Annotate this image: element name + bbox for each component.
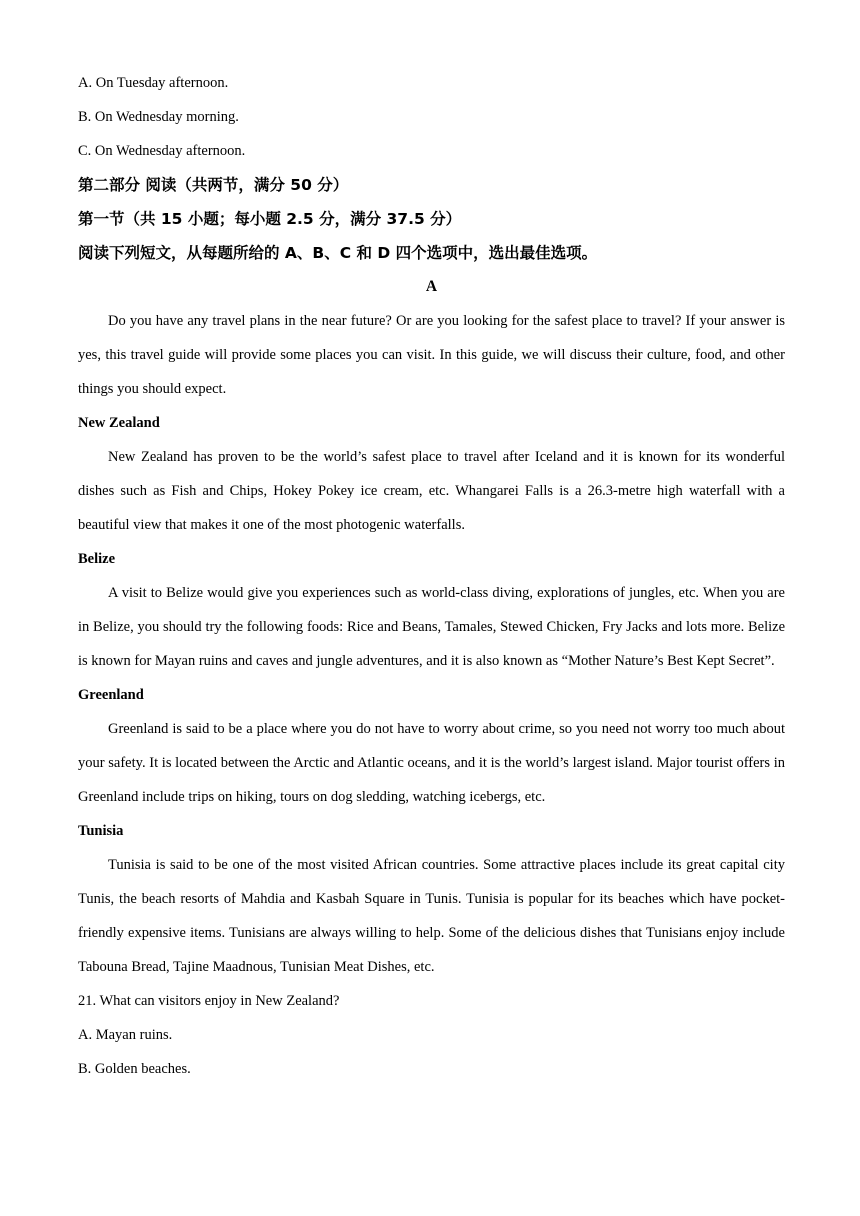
place-text-greenland: Greenland is said to be a place where you do not have to worry about crime, so you need not worry too much about your safety. It is located between the Arctic and Atlantic oceans, and it is the world’s largest island. Major tourist offers in Greenland include trips on hiking, tours on dog sledding, watching icebergs, etc. bbox=[78, 721, 785, 805]
place-heading-greenland: Greenland bbox=[78, 687, 144, 703]
document-page bbox=[78, 66, 785, 1086]
passage-label: A bbox=[425, 278, 438, 295]
place-heading-tunisia: Tunisia bbox=[78, 823, 124, 839]
passage-intro: Do you have any travel plans in the near future? Or are you looking for the safest place to travel? If your answer is yes, this travel guide will provide some places you can visit. In this guide, we will discuss their culture, food, and other things you should expect. bbox=[78, 313, 785, 397]
prev-option-c: C. On Wednesday afternoon. bbox=[78, 143, 246, 159]
place-heading-belize: Belize bbox=[78, 551, 116, 567]
question-stem: 21. What can visitors enjoy in New Zealand? bbox=[78, 993, 340, 1009]
prev-option-b: B. On Wednesday morning. bbox=[78, 109, 239, 125]
question-option-b: B. Golden beaches. bbox=[78, 1061, 191, 1077]
prev-option-a: A. On Tuesday afternoon. bbox=[78, 75, 229, 91]
place-text-new-zealand: New Zealand has proven to be the world’s safest place to travel after Iceland and it is known for its wonderful dishes such as Fish and Chips, Hokey Pokey ice cream, etc. Whangarei Falls is a 26.3-metre high waterfall with a beautiful view that makes it one of the most photogenic waterfalls. bbox=[78, 449, 785, 533]
place-text-tunisia: Tunisia is said to be one of the most visited African countries. Some attractive places include its great capital city Tunis, the beach resorts of Mahdia and Kasbah Square in Tunis. Tunisia is popular for its beaches which have pocket-friendly expensive items. Tunisians are always willing to help. Some of the delicious dishes that Tunisians enjoy include Tabouna Bread, Tajine Maadnous, Tunisian Meat Dishes, etc. bbox=[78, 857, 785, 975]
place-heading-new-zealand: New Zealand bbox=[78, 415, 160, 431]
place-text-belize: A visit to Belize would give you experiences such as world-class diving, explorations of jungles, etc. When you are in Belize, you should try the following foods: Rice and Beans, Tamales, Stewed Chicken, Fry Jacks and lots more. Belize is known for Mayan ruins and caves and jungle adventures, and it is also known as “Mother Nature’s Best Kept Secret”. bbox=[78, 585, 785, 669]
part-heading: 第二部分 阅读（共两节，满分 50 分） bbox=[78, 176, 349, 194]
question-option-a: A. Mayan ruins. bbox=[78, 1027, 173, 1043]
section-heading: 第一节（共 15 小题；每小题 2.5 分，满分 37.5 分） bbox=[78, 210, 462, 228]
instruction: 阅读下列短文，从每题所给的 A、B、C 和 D 四个选项中，选出最佳选项。 bbox=[78, 244, 598, 262]
